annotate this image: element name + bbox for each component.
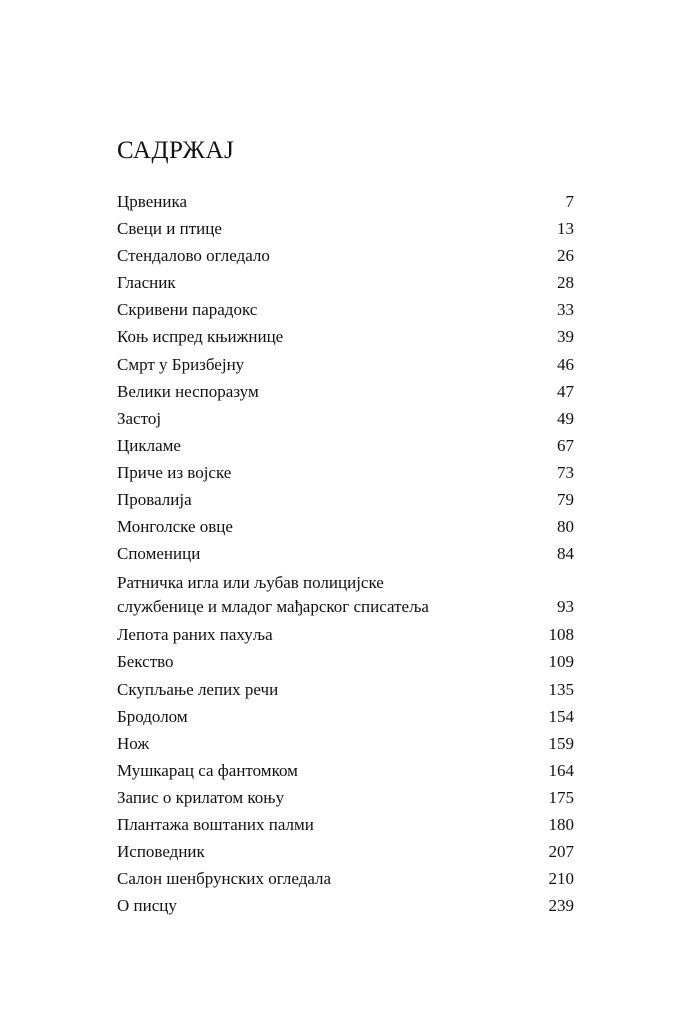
toc-entry-title: Велики неспоразум <box>117 381 259 401</box>
toc-entry <box>117 269 574 296</box>
toc-entry-page: 135 <box>548 679 574 699</box>
toc-entry-page: 164 <box>548 760 574 780</box>
toc-entry-title: Нож <box>117 733 150 753</box>
toc-entry-title: Приче из војске <box>117 462 232 482</box>
toc-entry-page: 207 <box>548 842 574 862</box>
toc-entry-page: 13 <box>557 219 574 239</box>
toc-entry-page: 154 <box>548 706 574 726</box>
toc-entry <box>117 351 574 378</box>
toc-entry <box>117 784 574 811</box>
toc-entry <box>117 215 574 242</box>
table-of-contents <box>117 188 574 919</box>
toc-entry-title: Провалија <box>117 490 192 510</box>
toc-entry-title: Скривени парадокс <box>117 300 258 320</box>
toc-entry <box>117 459 574 486</box>
toc-entry <box>117 571 574 621</box>
toc-entry <box>117 892 574 919</box>
toc-entry-title: Гласник <box>117 273 176 293</box>
toc-entry-page: 28 <box>557 273 574 293</box>
toc-entry <box>117 621 574 648</box>
toc-entry <box>117 865 574 892</box>
toc-entry-title: Бекство <box>117 652 174 672</box>
toc-entry <box>117 730 574 757</box>
toc-entry-title: Цикламе <box>117 435 181 455</box>
toc-entry <box>117 486 574 513</box>
toc-entry <box>117 540 574 567</box>
toc-entry <box>117 296 574 323</box>
toc-entry-page: 93 <box>557 597 574 617</box>
toc-entry-title: Бродолом <box>117 706 188 726</box>
toc-entry-title: О писцу <box>117 896 177 916</box>
toc-entry-page: 33 <box>557 300 574 320</box>
toc-entry-page: 79 <box>557 490 574 510</box>
toc-entry <box>117 378 574 405</box>
toc-entry-title: Мушкарац са фантомком <box>117 760 298 780</box>
toc-entry-title: Застој <box>117 408 162 428</box>
toc-entry-page: 49 <box>557 408 574 428</box>
toc-entry <box>117 242 574 269</box>
toc-entry-page: 46 <box>557 354 574 374</box>
toc-entry <box>117 513 574 540</box>
toc-entry-title: Смрт у Бризбејну <box>117 354 245 374</box>
toc-entry <box>117 757 574 784</box>
toc-entry-page: 239 <box>548 896 574 916</box>
toc-entry-page: 73 <box>557 462 574 482</box>
toc-entry-title-line2: службенице и младог мађарског списатеља <box>117 597 429 617</box>
toc-entry-page: 7 <box>565 192 574 211</box>
toc-entry <box>117 188 574 215</box>
toc-entry-page: 67 <box>557 435 574 455</box>
toc-entry-title: Коњ испред књижнице <box>117 327 284 347</box>
toc-entry-page: 39 <box>557 327 574 347</box>
toc-entry-title: Монголске овце <box>117 517 233 537</box>
toc-entry-title: Стендалово огледало <box>117 246 270 266</box>
toc-entry <box>117 838 574 865</box>
toc-entry-title: Свеци и птице <box>117 219 222 239</box>
toc-entry-page: 80 <box>557 517 574 537</box>
toc-entry-title: Споменици <box>117 544 201 564</box>
toc-entry-page: 159 <box>548 733 574 753</box>
toc-entry-title: Лепота раних пахуља <box>117 625 273 645</box>
toc-entry-page: 175 <box>548 787 574 807</box>
toc-entry-title: Црвеника <box>117 192 187 211</box>
toc-entry-title: Исповедник <box>117 842 205 862</box>
toc-entry <box>117 323 574 350</box>
toc-entry-page: 210 <box>548 869 574 889</box>
toc-entry <box>117 648 574 675</box>
toc-entry-page: 180 <box>548 814 574 834</box>
toc-entry-page: 47 <box>557 381 574 401</box>
toc-entry <box>117 405 574 432</box>
toc-entry-page: 109 <box>548 652 574 672</box>
toc-entry-title: Салон шенбрунских огледала <box>117 869 332 889</box>
toc-entry-page: 26 <box>557 246 574 266</box>
page-title: САДРЖАЈ <box>117 137 235 164</box>
toc-entry-title: Запис о крилатом коњу <box>117 787 285 807</box>
toc-entry-title-line1: Ратничка игла или љубав полицијске <box>117 573 384 593</box>
toc-entry-title: Скупљање лепих речи <box>117 679 279 699</box>
toc-entry <box>117 676 574 703</box>
toc-entry <box>117 811 574 838</box>
toc-entry <box>117 703 574 730</box>
toc-entry-title: Плантажа воштаних палми <box>117 814 314 834</box>
toc-entry-page: 84 <box>557 544 574 564</box>
toc-entry-page: 108 <box>548 625 574 645</box>
toc-entry <box>117 432 574 459</box>
